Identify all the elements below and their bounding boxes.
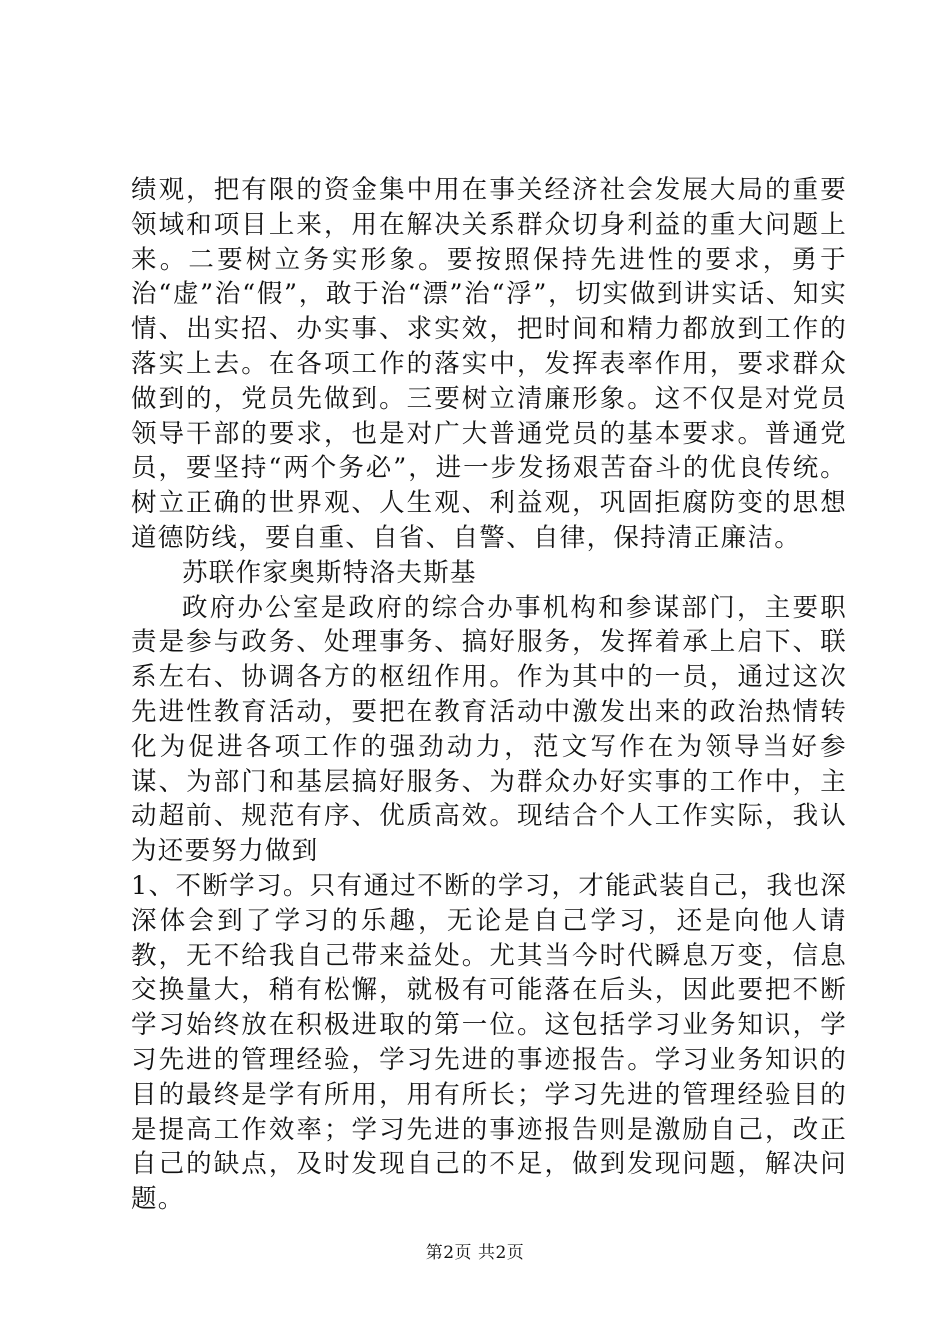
page-footer: 第2页 共2页 <box>425 1243 525 1263</box>
paragraph-office-duties: 政府办公室是政府的综合办事机构和参谋部门，主要职责是参与政务、处理事务、搞好服务，发挥着承上启下、联系左右、协调各方的枢纽作用。作为其中的一员，通过这次先进性教育活动，要把在教育活动中激发出来的政治热情转化为促进各项工作的强劲动力，范文写作在为领导当好参谋、为部门和基层搞好服务、为群众办好实事的工作中，主动超前、规范有序、优质高效。现结合个人工作实际，我认为还要努力做到 <box>131 592 847 867</box>
document-body <box>131 173 847 1217</box>
paragraph-continuation: 绩观，把有限的资金集中用在事关经济社会发展大局的重要领域和项目上来，用在解决关系群众切身利益的重大问题上来。二要树立务实形象。要按照保持先进性的要求，勇于治“虚”治“假”，敢于治“漂”治“浮”，切实做到讲实话、知实情、出实招、办实事、求实效，把时间和精力都放到工作的落实上去。在各项工作的落实中，发挥表率作用，要求群众做到的，党员先做到。三要树立清廉形象。这不仅是对党员领导干部的要求，也是对广大普通党员的基本要求。普通党员，要坚持“两个务必”，进一步发扬艰苦奋斗的优良传统。树立正确的世界观、人生观、利益观，巩固拒腐防变的思想道德防线，要自重、自省、自警、自律，保持清正廉洁。 <box>131 175 847 553</box>
paragraph-author-line: 苏联作家奥斯特洛夫斯基 <box>182 557 477 588</box>
paragraph-continuous-learning: 1、不断学习。只有通过不断的学习，才能武装自己，我也深深体会到了学习的乐趣，无论是自己学习，还是向他人请教，无不给我自己带来益处。尤其当今时代瞬息万变，信息交换量大，稍有松懈，就极有可能落在后头，因此要把不断学习始终放在积极进取的第一位。这包括学习业务知识，学习先进的管理经验，学习先进的事迹报告。学习业务知识的目的最终是学有所用，用有所长；学习先进的管理经验目的是提高工作效率；学习先进的事迹报告则是激励自己，改正自己的缺点，及时发现自己的不足，做到发现问题，解决问题。 <box>131 870 847 1215</box>
